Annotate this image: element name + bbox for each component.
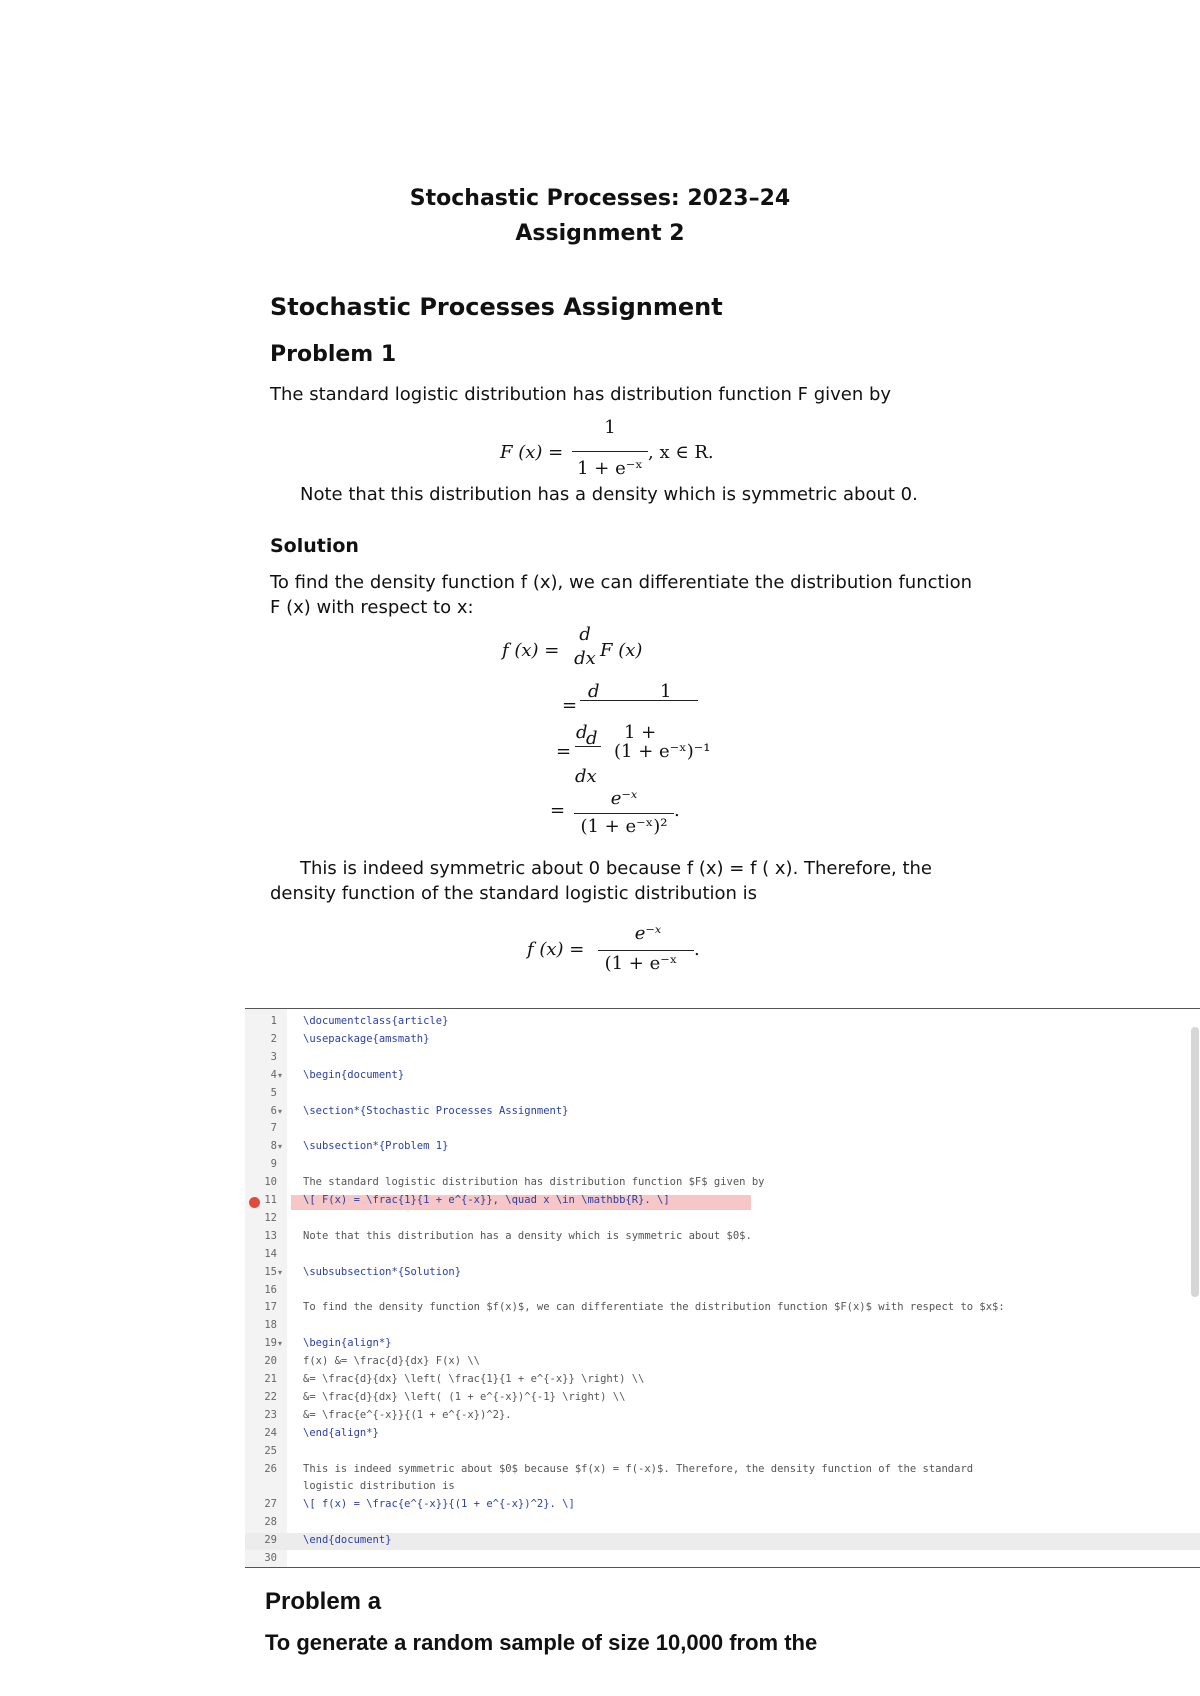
line-number: 16 [264,1283,277,1296]
line-number: 20 [264,1355,277,1368]
line-number: 13 [264,1229,277,1242]
line-number: 5 [270,1086,277,1099]
align-row4-eq: = [550,800,566,821]
line-number: 6 [270,1104,277,1117]
line-number: 30 [264,1552,277,1564]
line-number: 14 [264,1247,277,1260]
fold-arrow-icon[interactable]: ▾ [278,1142,283,1152]
eq1-numerator: 1 [604,417,616,438]
code-line[interactable]: logistic distribution is [303,1480,455,1493]
solution-line-1: To find the density function f (x), we can differentiate the distribution function [270,572,972,593]
code-line[interactable]: &= \frac{e^{-x}}{(1 + e^{-x})^2}. [303,1408,512,1421]
align-row2-num-one: 1 [660,681,672,702]
line-number: 8 [270,1140,277,1153]
fold-arrow-icon[interactable]: ▾ [278,1339,283,1349]
code-line[interactable]: To find the density function $f(x)$, we can differentiate the distribution function $F(x)$ with respect to $x$: [303,1301,1005,1314]
solution-title: Solution [270,535,359,557]
code-line[interactable]: \begin{align*} [303,1337,392,1350]
final-eq-den: (1 + e⁻ˣ [604,953,678,974]
generate-sample-text: To generate a random sample of size 10,000 from the [265,1630,818,1655]
final-eq-bar [598,950,694,951]
code-line[interactable]: \subsubsection*{Solution} [303,1265,462,1278]
line-number: 26 [264,1462,277,1475]
problem-a-title: Problem a [265,1588,382,1615]
align-row2-bar [580,700,698,701]
align-row3-d1: d [576,722,588,743]
eq1-denominator: 1 + e⁻ˣ [577,458,643,479]
solution-line-2: F (x) with respect to x: [270,597,474,618]
code-line[interactable]: &= \frac{d}{dx} \left( \frac{1}{1 + e^{-x}} \right) \\ [303,1373,645,1385]
line-number: 24 [264,1426,277,1439]
align-row3-eq: = [556,741,572,762]
editor-scrollbar[interactable] [1191,1027,1199,1297]
line-number: 22 [264,1390,277,1403]
code-line[interactable]: This is indeed symmetric about $0$ because $f(x) = f(-x)$. Therefore, the density function of the standard [303,1462,974,1475]
align-row3-one: 1 + [624,722,657,743]
problem-title: Problem 1 [270,342,397,367]
align-row2-num-d: d [588,681,600,702]
line-number: 27 [264,1498,277,1511]
eq1-fraction-bar [572,451,648,452]
align-row4-den: (1 + e⁻ˣ)² [580,816,668,837]
line-number: 19 [264,1337,277,1350]
align-row4-bar [574,813,674,814]
intro-text: The standard logistic distribution has distribution function F given by [270,384,892,405]
fold-arrow-icon[interactable]: ▾ [278,1106,283,1116]
align-row4-tail: . [674,800,680,821]
fold-arrow-icon[interactable]: ▾ [278,1267,283,1277]
align-row2-eq: = [562,695,578,716]
line-number: 12 [264,1211,277,1224]
note-text: Note that this distribution has a density which is symmetric about 0. [300,484,918,505]
code-line[interactable]: f(x) &= \frac{d}{dx} F(x) \\ [303,1355,481,1368]
fold-arrow-icon[interactable]: ▾ [278,1070,283,1080]
line-number: 4 [270,1068,277,1081]
line-number: 23 [264,1408,277,1421]
code-line[interactable]: Note that this distribution has a density which is symmetric about $0$. [303,1229,752,1242]
align-row1-num: d [579,624,591,645]
line-number: 18 [264,1319,277,1332]
line-number: 17 [264,1301,277,1314]
line-number: 9 [270,1158,277,1171]
code-line[interactable]: \end{align*} [303,1426,379,1439]
final-eq-num: e⁻ˣ [634,923,662,944]
final-eq-tail: . [694,939,700,960]
section-title: Stochastic Processes Assignment [270,293,723,321]
code-line[interactable]: \subsection*{Problem 1} [303,1140,449,1153]
align-row1-den: dx [574,648,596,669]
final-eq-lhs: f (x) = [527,939,585,960]
align-row3-expr: (1 + e⁻ˣ)⁻¹ [614,741,711,762]
code-line[interactable]: \section*{Stochastic Processes Assignment} [303,1104,569,1117]
document-subtitle: Assignment 2 [515,221,685,246]
code-line[interactable]: \end{document} [303,1534,392,1547]
line-number: 10 [264,1176,277,1189]
align-row3-dx: dx [575,766,597,787]
code-line[interactable]: \documentclass{article} [303,1015,449,1027]
line-number: 28 [264,1516,277,1529]
document-title: Stochastic Processes: 2023–24 [409,186,791,211]
align-row3-d2: d [586,728,598,749]
eq1-lhs: F (x) = [500,442,564,463]
line-number: 2 [270,1032,277,1045]
code-line[interactable]: The standard logistic distribution has distribution function $F$ given by [303,1176,765,1189]
symmetry-line-2: density function of the standard logistic distribution is [270,883,758,904]
latex-code-editor[interactable] [245,1008,1200,1568]
code-line[interactable]: \usepackage{amsmath} [303,1032,430,1045]
code-line[interactable]: &= \frac{d}{dx} \left( (1 + e^{-x})^{-1} \right) \\ [303,1390,626,1403]
align-row4-num: e⁻ˣ [610,788,638,809]
line-number: 7 [270,1122,277,1135]
code-line[interactable]: \begin{document} [303,1068,405,1081]
line-number: 11 [264,1194,277,1206]
line-number: 25 [264,1444,277,1457]
line-number: 1 [270,1015,277,1027]
code-line[interactable]: \[ f(x) = \frac{e^{-x}}{(1 + e^{-x})^2}. \] [303,1498,575,1511]
align-row3-bar [575,746,601,747]
align-row1-tail: F (x) [600,640,643,661]
symmetry-line-1: This is indeed symmetric about 0 because f (x) = f ( x). Therefore, the [300,858,932,879]
code-line[interactable]: \[ F(x) = \frac{1}{1 + e^{-x}}, \quad x \in \mathbb{R}. \] [303,1194,670,1206]
line-number: 15 [264,1265,277,1278]
line-number: 21 [264,1373,277,1385]
line-number: 29 [264,1534,277,1547]
eq1-tail: , x ∈ R. [648,442,714,463]
align-row1-lhs: f (x) = [502,640,560,661]
line-number: 3 [270,1050,277,1063]
